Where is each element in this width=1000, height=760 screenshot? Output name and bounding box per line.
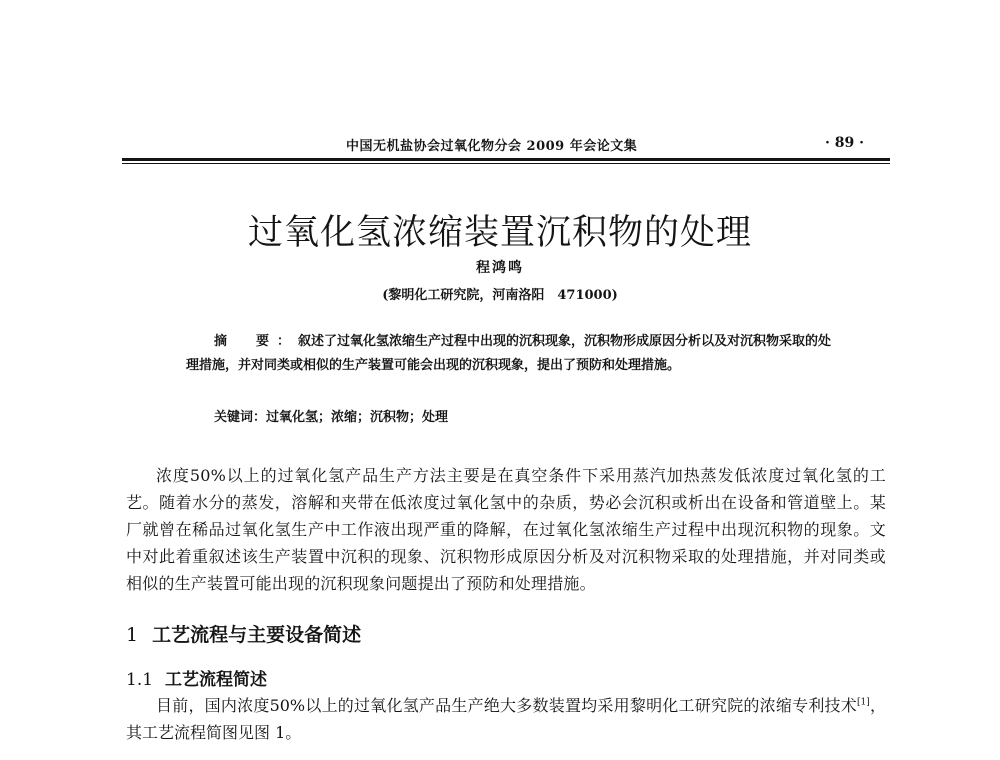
intro-paragraph: 浓度50%以上的过氧化氢产品生产方法主要是在真空条件下采用蒸汽加热蒸发低浓度过氧化氢的工艺。随着水分的蒸发，溶解和夹带在低浓度过氧化氢中的杂质，势必会沉积或析出在设备和管道壁上。某厂就曾在稀品过氧化氢生产中工作液出现严重的降解，在过氧化氢浓缩生产过程中出现沉积物的现象。文中对此着重叙述该生产装置中沉积的现象、沉积物形成原因分析及对沉积物采取的处理措施，并对同类或相似的生产装置可能出现的沉积现象问题提出了预防和处理措施。	[126, 466, 886, 593]
reference-marker[interactable]: [1]	[857, 697, 870, 708]
keywords	[214, 406, 448, 425]
keywords-text: 过氧化氢；浓缩；沉积物；处理	[266, 410, 449, 425]
article-title: 过氧化氢浓缩装置沉积物的处理	[247, 213, 752, 253]
subsection-number: 1.1	[126, 670, 154, 690]
abstract-label: 摘 要：	[214, 334, 299, 349]
abstract-text: 叙述了过氧化氢浓缩生产过程中出现的沉积现象，沉积物形成原因分析以及对沉积物采取的处理措施，并对同类或相似的生产装置可能会出现的沉积现象，提出了预防和处理措施。	[186, 334, 832, 373]
subsection-heading	[126, 665, 267, 690]
journal-name: 中国无机盐协会过氧化物分会 2009 年会论文集	[346, 139, 638, 154]
process-text: 目前，国内浓度50%以上的过氧化氢产品生产绝大多数装置均采用黎明化工研究院的浓缩专利技术	[156, 696, 857, 715]
section-title: 工艺流程与主要设备简述	[152, 624, 362, 646]
abstract	[186, 330, 836, 378]
process-text-end: ，其工艺流程简图见图 1。	[126, 696, 886, 742]
subsection-title: 工艺流程简述	[165, 670, 268, 690]
section-heading	[126, 620, 361, 647]
author-name: 程鸿鸣	[476, 260, 524, 276]
header-rule-thick	[122, 158, 890, 161]
header-rule-thin	[122, 163, 890, 164]
section-number: 1	[126, 624, 139, 646]
author-affiliation: (黎明化工研究院，河南洛阳 471000)	[382, 288, 618, 303]
page-number: · 89 ·	[825, 135, 864, 151]
process-paragraph	[126, 692, 886, 746]
keywords-label: 关键词：	[214, 410, 267, 425]
